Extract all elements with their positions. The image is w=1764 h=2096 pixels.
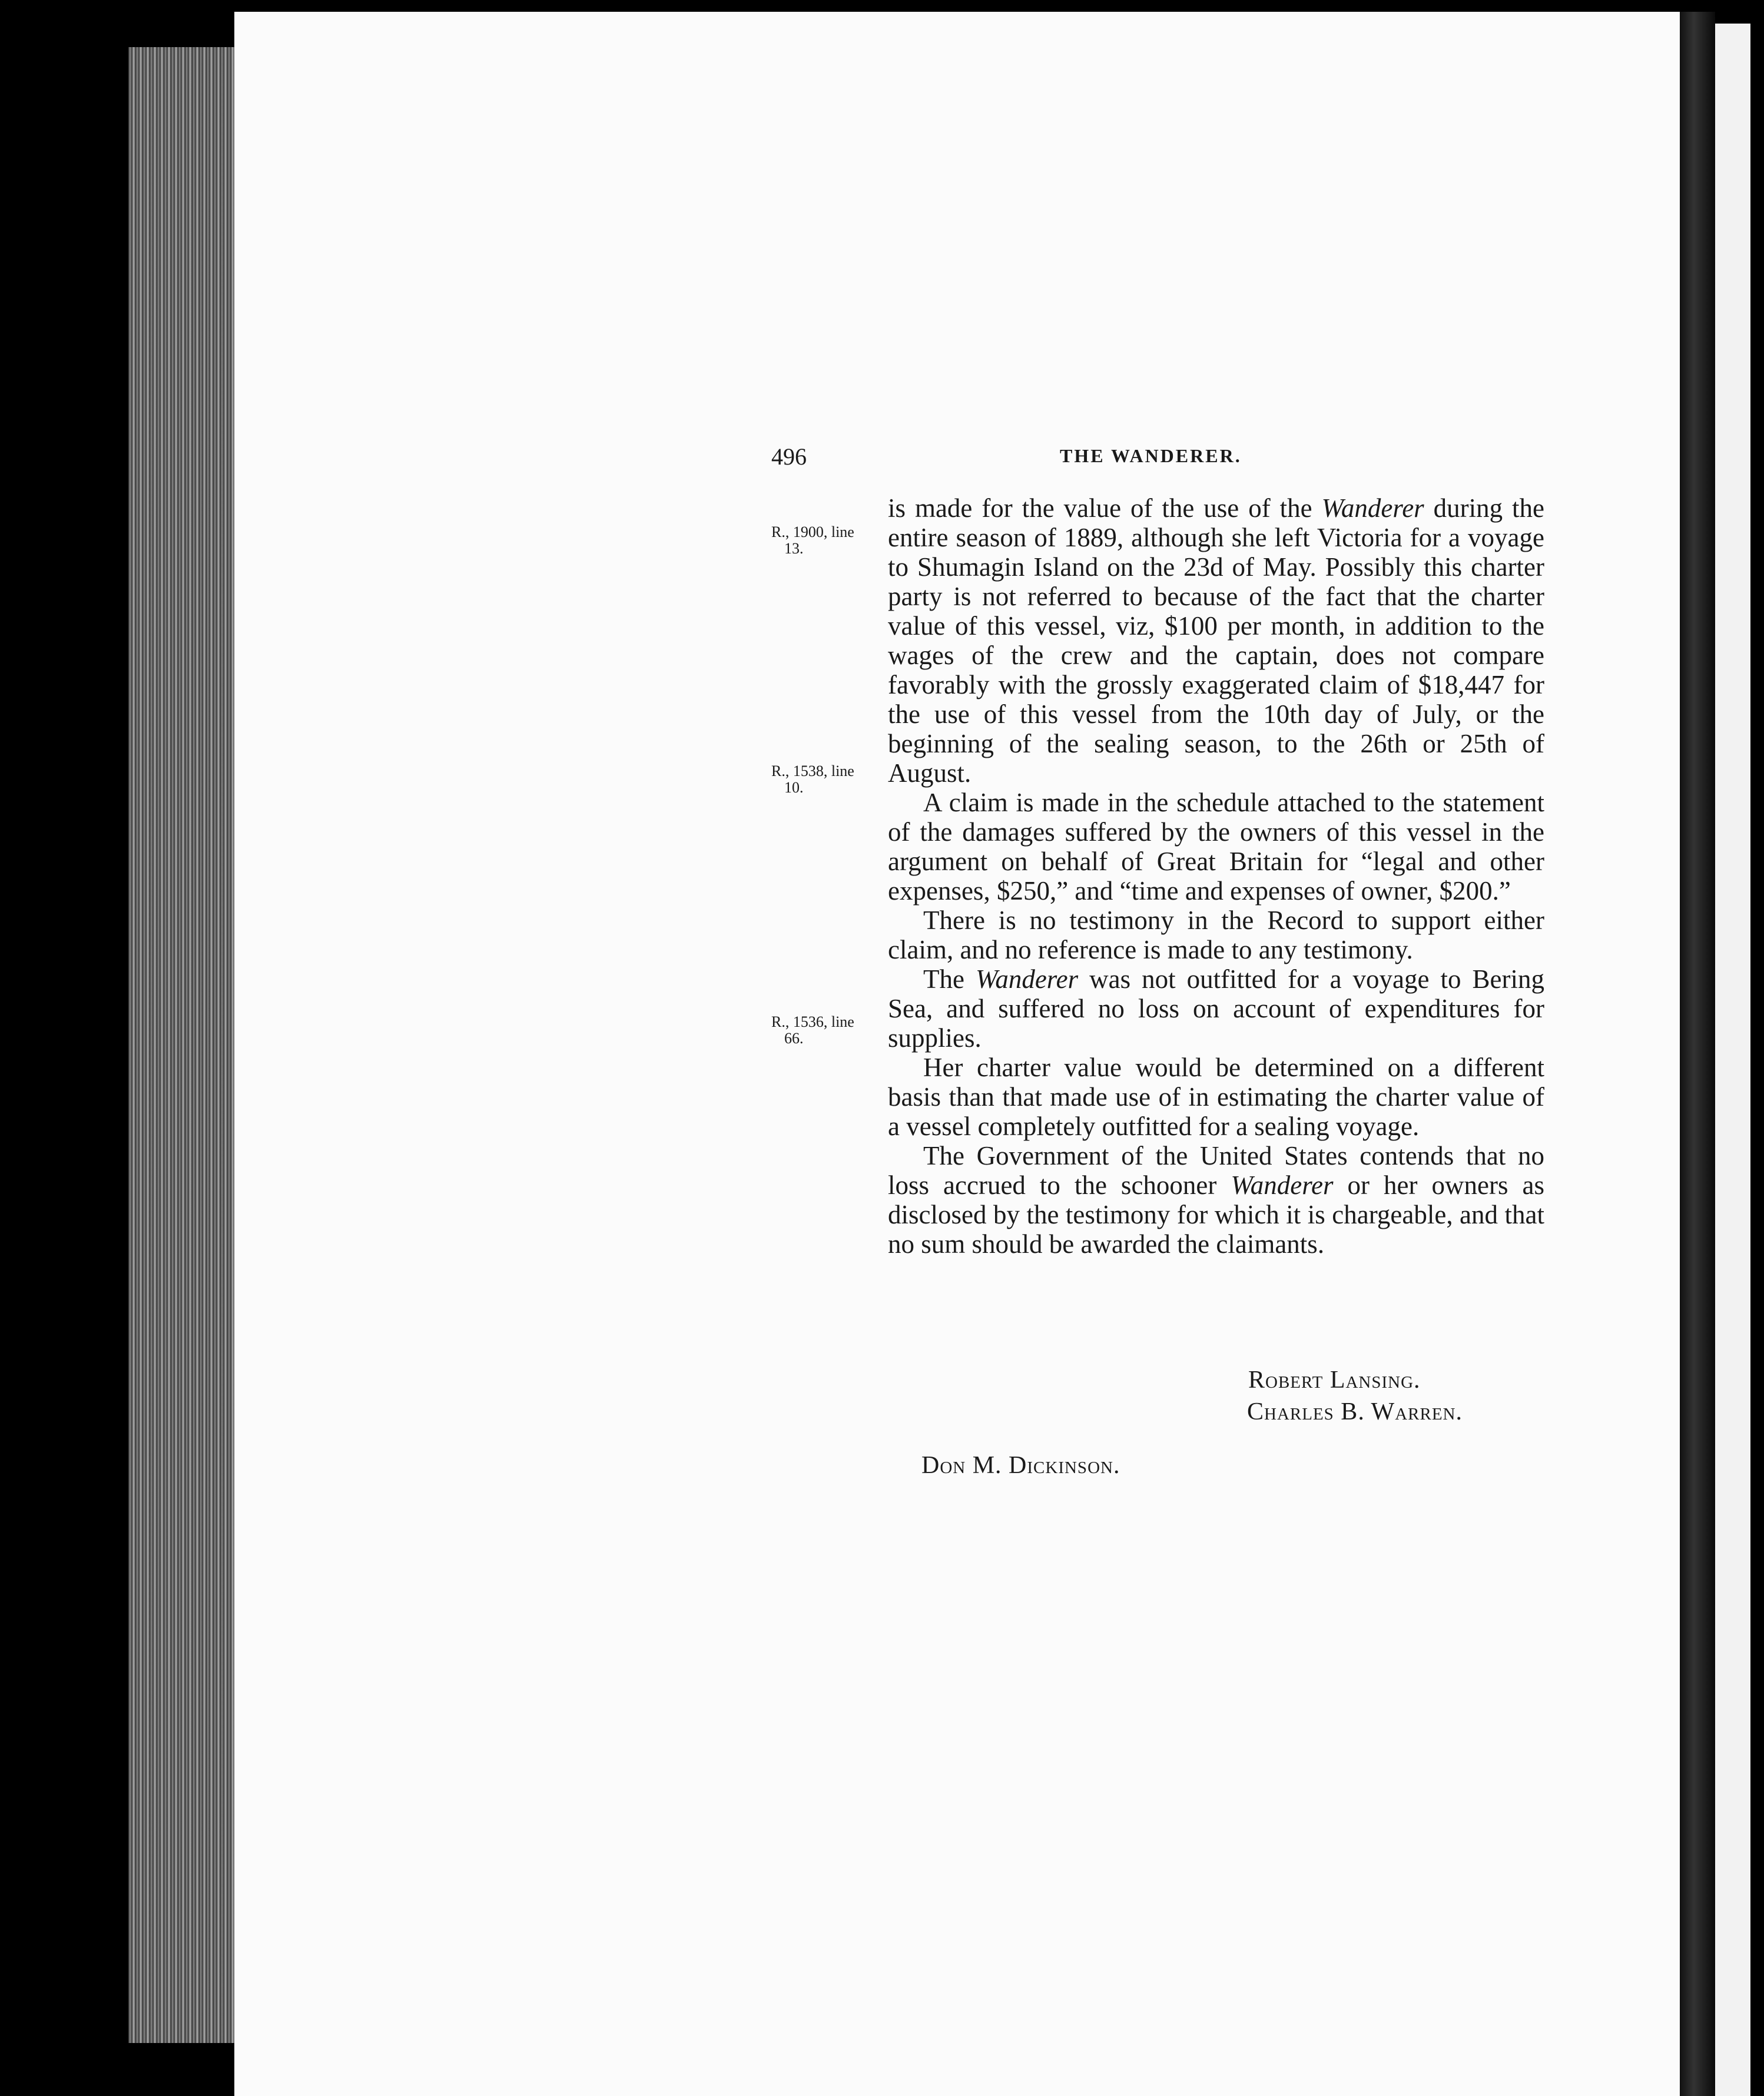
signature-warren: Charles B. Warren. bbox=[1247, 1398, 1463, 1425]
paragraph: A claim is made in the schedule attached to the statement of the damages suffered by the owners of this vessel in the argument on behalf of Great Britain for “legal and other expenses, $250,” and “time and expenses of owner, $200.” bbox=[888, 788, 1544, 906]
paragraph: The Wanderer was not outfitted for a voyage to Bering Sea, and suffered no loss on account of expenditures for supplies. bbox=[888, 964, 1544, 1053]
paragraph: Her charter value would be determined on a different basis than that made use of in estimating the charter value of a vessel completely outfitted for a sealing voyage. bbox=[888, 1053, 1544, 1141]
margin-reference-line: 66. bbox=[784, 1030, 804, 1047]
margin-reference-line: R., 1900, line bbox=[771, 523, 854, 540]
margin-reference-line: R., 1538, line bbox=[771, 762, 854, 780]
page-number: 496 bbox=[771, 443, 807, 470]
page-edges bbox=[128, 47, 234, 2043]
margin-reference bbox=[771, 763, 883, 796]
running-title: THE WANDERER. bbox=[1060, 445, 1242, 466]
paragraph: The Government of the United States contends that no loss accrued to the schooner Wanderer or her owners as disclosed by the testimony for which it is chargeable, and that no sum should be awarded the claimants. bbox=[888, 1141, 1544, 1259]
vessel-name: Wanderer bbox=[975, 964, 1079, 994]
margin-reference bbox=[771, 1014, 883, 1047]
signature-lansing: Robert Lansing. bbox=[1248, 1367, 1421, 1394]
signature-dickinson: Don M. Dickinson. bbox=[921, 1452, 1120, 1479]
margin-reference-line: 10. bbox=[784, 779, 804, 796]
margin-reference-line: R., 1536, line bbox=[771, 1013, 854, 1030]
facing-page-edge bbox=[1715, 24, 1750, 2096]
gutter-shadow bbox=[1680, 12, 1715, 2096]
margin-reference-line: 13. bbox=[784, 540, 804, 557]
vessel-name: Wanderer bbox=[1321, 493, 1424, 523]
paragraph: is made for the value of the use of the Wanderer during the entire season of 1889, although she left Victoria for a voyage to Shumagin Island on the 23d of May. Possibly this charter party is not referred to because of the fact that the charter value of this vessel, viz, $100 per month, in addition to the wages of the crew and the captain, does not compare favorably with the grossly exaggerated claim of $18,447 for the use of this vessel from the 10th day of July, or the beginning of the sealing season, to the 26th or 25th of August. bbox=[888, 493, 1545, 788]
vessel-name: Wanderer bbox=[1231, 1170, 1334, 1200]
margin-reference bbox=[771, 524, 883, 557]
paragraph: There is no testimony in the Record to support either claim, and no reference is made to any testimony. bbox=[888, 906, 1544, 964]
body-text bbox=[888, 493, 1544, 1259]
